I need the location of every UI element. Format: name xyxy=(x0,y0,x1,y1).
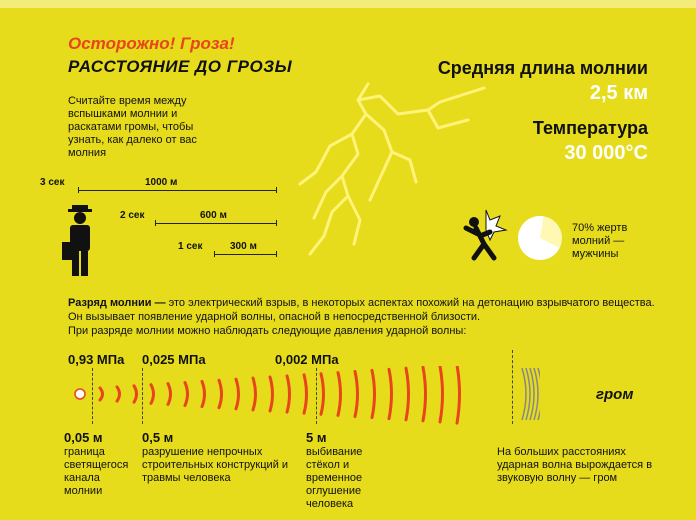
point-distance: 0,5 м xyxy=(142,430,174,445)
page-title: РАССТОЯНИЕ ДО ГРОЗЫ xyxy=(68,57,293,76)
distance-tick xyxy=(276,220,277,226)
wave-arc xyxy=(100,388,103,400)
distance-label: 1000 м xyxy=(145,177,178,188)
pressure-label: 0,002 МПа xyxy=(275,352,339,367)
wave-arc xyxy=(423,367,426,421)
intro-text: Считайте время между вспышками молнии и раскатами громы, чтобы узнать, как далеко от вас молния xyxy=(68,95,197,159)
time-label: 3 сек xyxy=(40,177,65,188)
wave-arc xyxy=(236,379,239,409)
temperature-value: 30 000°С xyxy=(564,142,648,164)
wave-arc xyxy=(321,374,324,415)
distance-tick xyxy=(78,187,79,193)
wave-arc xyxy=(270,377,273,411)
wave-arc xyxy=(202,381,205,406)
wave-arc xyxy=(389,369,392,418)
distance-tick xyxy=(276,251,277,257)
paragraph-text-2: При разряде молнии можно наблюдать следующие давления ударной волны: xyxy=(68,325,467,337)
length-value: 2,5 км xyxy=(589,82,648,104)
wave-arc xyxy=(338,373,341,416)
far-description: На больших расстояниях ударная волна вырождается в звуковую волну — гром xyxy=(497,446,653,484)
point-description: граница светящегося канала молнии xyxy=(64,446,129,497)
wave-arc xyxy=(406,368,409,420)
warning-heading: Осторожно! Гроза! xyxy=(68,34,235,53)
victims-pie-chart xyxy=(516,214,564,262)
distance-tick xyxy=(276,187,277,193)
wave-arc xyxy=(151,385,154,404)
wave-arc xyxy=(219,380,222,407)
temperature-label: Температура xyxy=(532,118,648,138)
distance-label: 300 м xyxy=(230,241,257,252)
time-label: 2 сек xyxy=(120,210,145,221)
length-label: Средняя длина молнии xyxy=(437,58,648,78)
thunder-label: гром xyxy=(596,386,634,403)
pressure-label: 0,93 МПа xyxy=(68,352,125,367)
point-description: разрушение непрочных строительных конструкций и травмы человека xyxy=(142,446,289,484)
pressure-label: 0,025 МПа xyxy=(142,352,206,367)
distance-label: 600 м xyxy=(200,210,227,221)
wave-arc xyxy=(168,384,171,405)
point-description: выбивание стёкол и временное оглушение человека xyxy=(306,446,363,510)
distance-tick xyxy=(155,220,156,226)
wave-arc xyxy=(355,372,358,417)
wave-arc xyxy=(440,366,443,422)
wave-arc xyxy=(117,387,120,401)
point-distance: 5 м xyxy=(306,430,327,445)
wave-arc xyxy=(457,366,460,423)
point-distance: 0,05 м xyxy=(64,430,103,445)
shock-wave-graphic xyxy=(70,366,540,428)
wave-arc xyxy=(287,376,290,412)
wave-arc xyxy=(253,378,256,410)
distance-line xyxy=(214,254,276,255)
struck-person-icon xyxy=(460,208,510,264)
paragraph-text: это электрический взрыв, в некоторых аспектах похожий на детонацию взрывчатого вещества. Он вызывает появление ударной волны, опасной в непосредственной близости. xyxy=(68,297,655,323)
distance-tick xyxy=(214,251,215,257)
wave-arc xyxy=(372,370,375,417)
top-band xyxy=(0,0,696,8)
wave-arc xyxy=(304,375,307,413)
lightning-icon xyxy=(288,80,488,260)
wave-arc xyxy=(185,383,188,406)
man-with-case-icon xyxy=(62,202,102,278)
explanation-paragraph xyxy=(68,296,668,338)
distance-line xyxy=(155,223,276,224)
distance-line xyxy=(78,190,276,191)
time-label: 1 сек xyxy=(178,241,203,252)
wave-arc xyxy=(134,386,137,402)
paragraph-lead: Разряд молнии — xyxy=(68,297,166,309)
victims-text: 70% жертв молний — мужчины xyxy=(572,222,628,260)
sound-wave-arc xyxy=(522,368,526,420)
